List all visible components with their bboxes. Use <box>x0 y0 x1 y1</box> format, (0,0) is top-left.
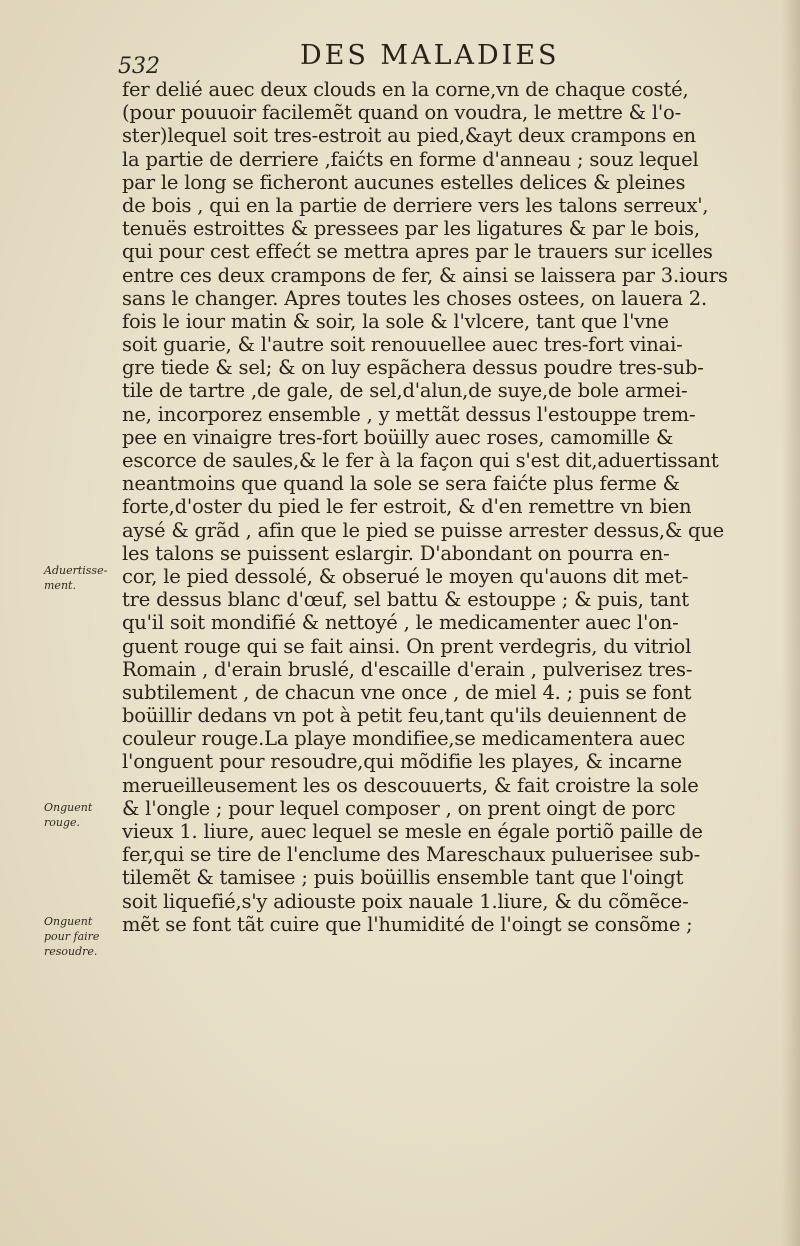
running-title: DES MALADIES <box>300 40 560 71</box>
page-header <box>0 40 800 80</box>
text-line: entre ces deux crampons de fer, & ainsi se laissera par 3.iours <box>122 263 728 287</box>
text-line: soit liquefié,s'y adiouste poix nauale 1.liure, & du cõmẽce- <box>122 889 689 913</box>
text-line: vieux 1. liure, auec lequel se mesle en égale portiõ paille de <box>122 820 703 843</box>
text-line: qu'il soit mondifié & nettoyé , le medicamenter auec l'on- <box>122 611 679 635</box>
text-line: sans le changer. Apres toutes les choses ostees, on lauera 2. <box>122 286 708 310</box>
text-line: subtilement , de chacun vne once , de miel 4. ; puis se font <box>122 680 692 704</box>
text-line: forte,d'oster du pied le fer estroit, & d'en remettre vn bien <box>122 495 692 519</box>
text-line: & l'ongle ; pour lequel composer , on prent oingt de porc <box>122 796 676 820</box>
text-line: par le long se ficheront aucunes estelles delices & pleines <box>122 170 686 194</box>
page-edge-shadow <box>782 0 800 1246</box>
text-line: les talons se puissent eslargir. D'abondant on pourra en- <box>122 541 670 565</box>
text-line: fer delié auec deux clouds en la corne,vn de chaque costé, <box>122 78 689 101</box>
text-line: tilemẽt & tamisee ; puis boüillis ensemble tant que l'oingt <box>122 866 684 890</box>
margin-note-onguent-resoudre: Onguent pour faire resoudre. <box>44 915 100 958</box>
text-line: soit guarie, & l'autre soit renouuellee auec tres-fort vinai- <box>122 333 683 357</box>
text-line: couleur rouge.La playe mondifiee,se medicamentera auec <box>122 727 686 751</box>
text-line: tre dessus blanc d'œuf, sel battu & estouppe ; & puis, tant <box>122 588 689 612</box>
text-line: qui pour cest effećt se mettra apres par le trauers sur icelles <box>122 240 713 264</box>
text-line: aysé & grãd , afin que le pied se puisse arrester dessus,& que <box>122 518 725 542</box>
page-number: 532 <box>118 54 160 79</box>
body-text <box>122 78 742 936</box>
text-line: mẽt se font tãt cuire que l'humidité de l'oingt se consõme ; <box>122 912 693 936</box>
text-line: tile de tartre ,de gale, de sel,d'alun,de suye,de bole armei- <box>122 379 688 403</box>
text-line: merueilleusement les os descouuerts, & fait croistre la sole <box>122 773 699 797</box>
text-line: tenuës estroittes & pressees par les ligatures & par le bois, <box>122 217 700 241</box>
text-line: fois le iour matin & soir, la sole & l'vlcere, tant que l'vne <box>122 309 669 333</box>
text-line: la partie de derriere ,faićts en forme d'anneau ; souz lequel <box>122 147 699 171</box>
margin-note-onguent-rouge: Onguent rouge. <box>44 801 93 829</box>
text-line: ster)lequel soit tres-estroit au pied,&ayt deux crampons en <box>122 124 696 148</box>
text-line: boüillir dedans vn pot à petit feu,tant qu'ils deuiennent de <box>122 704 687 728</box>
text-line: guent rouge qui se fait ainsi. On prent verdegris, du vitriol <box>122 634 692 658</box>
margin-note-aduertissement: Aduertisse- ment. <box>44 564 108 592</box>
text-line: Romain , d'erain bruslé, d'escaille d'erain , pulverisez tres- <box>122 657 693 681</box>
text-line: fer,qui se tire de l'enclume des Mareschaux puluerisee sub- <box>122 843 700 867</box>
text-line: neantmoins que quand la sole se sera faićte plus ferme & <box>122 472 680 496</box>
text-line: cor, le pied dessolé, & obserué le moyen qu'auons dit met- <box>122 564 689 588</box>
text-line: pee en vinaigre tres-fort boüilly auec roses, camomille & <box>122 425 674 449</box>
text-line: l'onguent pour resoudre,qui mõdifie les playes, & incarne <box>122 750 682 774</box>
text-line: (pour pouuoir facilemẽt quand on voudra, le mettre & l'o- <box>122 101 681 125</box>
text-line: ne, incorporez ensemble , y mettãt dessus l'estouppe trem- <box>122 402 696 426</box>
text-line: escorce de saules,& le fer à la façon qui s'est dit,aduertissant <box>122 449 719 472</box>
text-line: gre tiede & sel; & on luy espãchera dessus poudre tres-sub- <box>122 356 704 380</box>
text-line: de bois , qui en la partie de derriere vers les talons serreux', <box>122 193 709 217</box>
